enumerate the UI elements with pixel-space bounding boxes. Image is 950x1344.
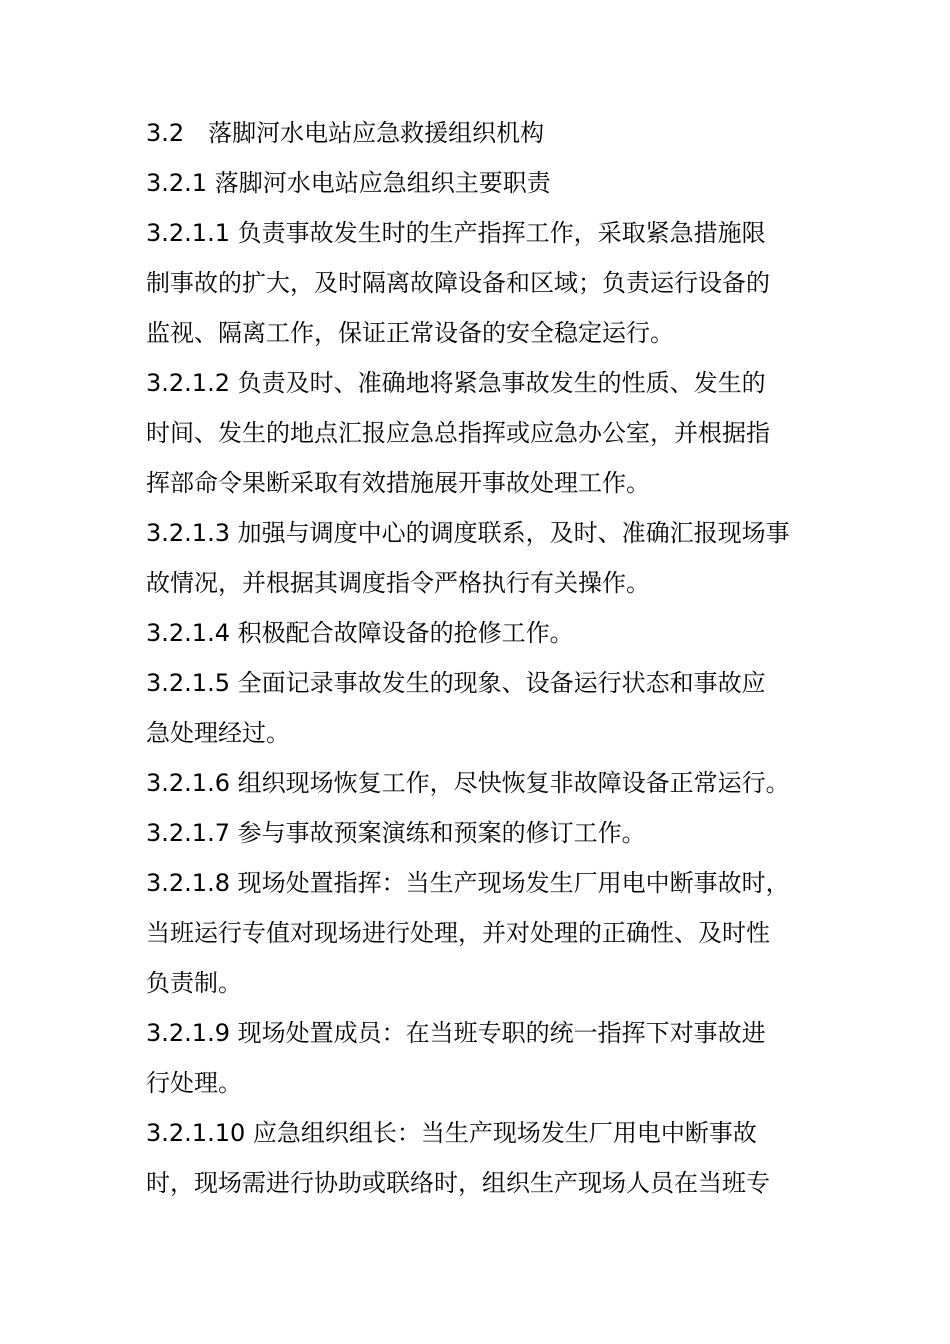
text-line: 制事故的扩大，及时隔离故障设备和区域；负责运行设备的: [146, 269, 770, 297]
text-line: 3.2.1.2 负责及时、准确地将紧急事故发生的性质、发生的: [146, 369, 766, 397]
text-line: 时，现场需进行协助或联络时，组织生产现场人员在当班专: [146, 1169, 770, 1197]
text-line: 当班运行专值对现场进行处理，并对处理的正确性、及时性: [146, 919, 770, 947]
text-line: 3.2.1.3 加强与调度中心的调度联系，及时、准确汇报现场事: [146, 519, 790, 547]
text-line: 监视、隔离工作，保证正常设备的安全稳定运行。: [146, 319, 674, 347]
section-heading: 3.2 落脚河水电站应急救援组织机构: [146, 119, 545, 147]
text-line: 3.2.1.10 应急组织组长：当生产现场发生厂用电中断事故: [146, 1119, 757, 1147]
text-line: 行处理。: [146, 1069, 242, 1097]
text-line: 3.2.1.4 积极配合故障设备的抢修工作。: [146, 619, 574, 647]
text-line: 3.2.1.7 参与事故预案演练和预案的修订工作。: [146, 819, 646, 847]
text-line: 3.2.1.5 全面记录事故发生的现象、设备运行状态和事故应: [146, 669, 766, 697]
text-line: 3.2.1.9 现场处置成员：在当班专职的统一指挥下对事故进: [146, 1019, 766, 1047]
text-line: 3.2.1.6 组织现场恢复工作，尽快恢复非故障设备正常运行。: [146, 769, 790, 797]
text-line: 挥部命令果断采取有效措施展开事故处理工作。: [146, 469, 650, 497]
text-line: 3.2.1.8 现场处置指挥：当生产现场发生厂用电中断事故时，: [146, 869, 790, 897]
subsection-heading: 3.2.1 落脚河水电站应急组织主要职责: [146, 169, 551, 197]
document-body: [146, 108, 821, 1208]
text-line: 故情况，并根据其调度指令严格执行有关操作。: [146, 569, 650, 597]
text-line: 急处理经过。: [146, 719, 290, 747]
text-line: 负责制。: [146, 969, 242, 997]
text-line: 时间、发生的地点汇报应急总指挥或应急办公室，并根据指: [146, 419, 770, 447]
text-line: 3.2.1.1 负责事故发生时的生产指挥工作，采取紧急措施限: [146, 219, 766, 247]
